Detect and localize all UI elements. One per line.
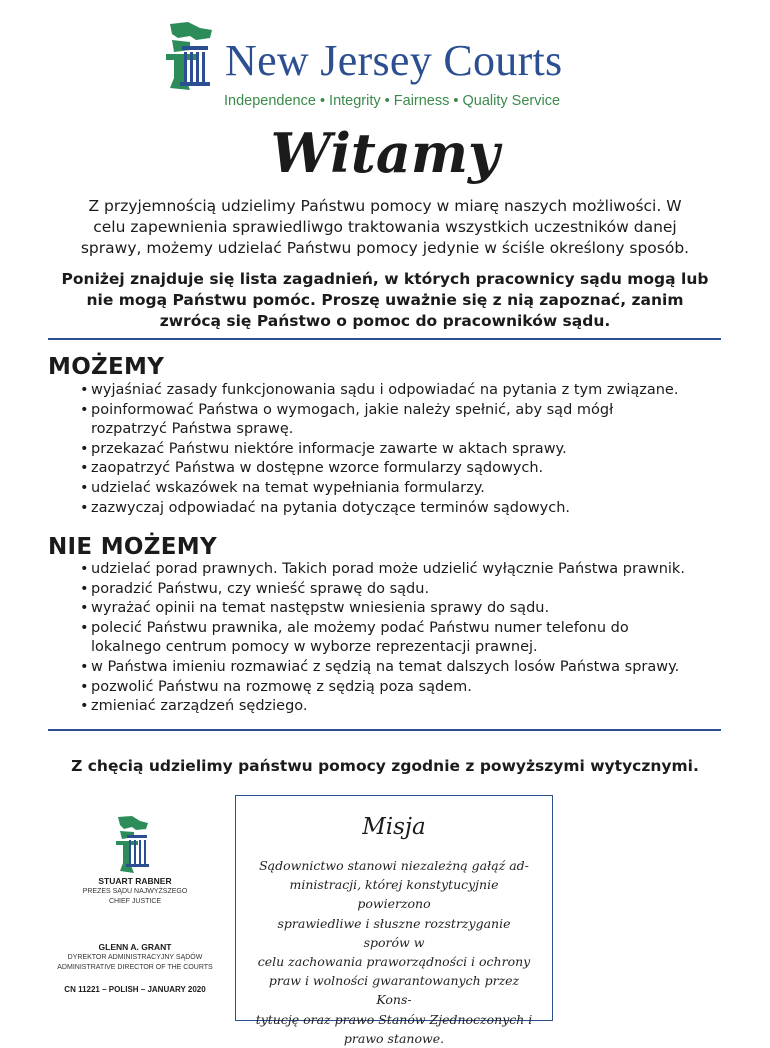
cannot-heading: NIE MOŻEMY (48, 534, 217, 560)
list-item: • zmieniać zarządzeń sędziego. (80, 697, 740, 717)
mission-title: Misja (362, 814, 426, 840)
signatory-block (55, 876, 215, 907)
cannot-list (80, 560, 740, 717)
signatory-name: GLENN A. GRANT (98, 942, 172, 952)
page-title: Witamy (270, 121, 500, 185)
intro-line: Z przyjemnością udzielimy Państwu pomocy w miarę naszych możliwości. W (88, 197, 682, 215)
notice-line: nie mogą Państwu pomóc. Proszę uważnie się z nią zapoznać, zanim (86, 291, 684, 309)
nj-courts-logo-icon (160, 20, 220, 90)
notice-line: Poniżej znajduje się lista zagadnień, w których pracownicy sądu mogą lub (61, 270, 709, 288)
notice-line: zwrócą się Państwo o pomoc do pracowników sądu. (159, 312, 611, 330)
list-item: • udzielać porad prawnych. Takich porad może udzielić wyłącznie Państwa prawnik. (80, 560, 740, 580)
section-divider (48, 729, 721, 731)
intro-line: celu zapewnienia sprawiedliwgo traktowania wszystkich uczestników danej (93, 218, 677, 236)
form-code: CN 11221 – POLISH – JANUARY 2020 (64, 985, 206, 994)
nj-seal-icon (112, 815, 152, 875)
list-item: • przekazać Państwu niektóre informacje zawarte w aktach sprawy. (80, 440, 740, 460)
list-item: • poinformować Państwa o wymogach, jakie należy spełnić, aby sąd mógł rozpatrzyć Państwa sprawę. (80, 401, 740, 440)
mission-text: Sądownictwo stanowi niezależną gałąź ad- ministracji, której konstytucyjnie powierzono sprawiedliwe i słuszne rozstrzyganie sporów w celu zachowania praworządności i ochrony praw i wolności gwarantowanych przez Kons- tytucję oraz prawo Stanów Zjednoczonych i prawo stanowe. (255, 858, 533, 1046)
notice-paragraph (40, 269, 730, 332)
brand-name: New Jersey Courts (225, 36, 563, 85)
section-divider (48, 338, 721, 340)
can-heading: MOŻEMY (48, 354, 165, 380)
signatory-role: ADMINISTRATIVE DIRECTOR OF THE COURTS (57, 964, 213, 971)
list-item: • wyjaśniać zasady funkcjonowania sądu i odpowiadać na pytania z tym związane. (80, 381, 740, 401)
list-item: • pozwolić Państwu na rozmowę z sędzią poza sądem. (80, 678, 740, 698)
intro-paragraph (40, 196, 730, 259)
signatory-role: CHIEF JUSTICE (108, 898, 162, 905)
list-item: • w Państwa imieniu rozmawiać z sędzią na temat dalszych losów Państwa sprawy. (80, 658, 740, 678)
list-item: • poradzić Państwu, czy wnieść sprawę do sądu. (80, 580, 740, 600)
list-item: • wyrażać opinii na temat następstw wniesienia sprawy do sądu. (80, 599, 740, 619)
list-item: • zaopatrzyć Państwa w dostępne wzorce formularzy sądowych. (80, 459, 740, 479)
list-item: • udzielać wskazówek na temat wypełniania formularzy. (80, 479, 740, 499)
list-item: • polecić Państwu prawnika, ale możemy podać Państwu numer telefonu do lokalnego centrum pomocy w wyborze reprezentacji prawnej. (80, 619, 740, 658)
brand-tagline: Independence • Integrity • Fairness • Quality Service (224, 93, 561, 109)
list-item: • zazwyczaj odpowiadać na pytania dotyczące terminów sądowych. (80, 499, 740, 519)
closing-statement: Z chęcią udzielimy państwu pomocy zgodnie z powyższymi wytycznymi. (71, 757, 699, 775)
mission-box (235, 795, 553, 1046)
signatory-block (55, 942, 215, 973)
can-list (80, 381, 740, 518)
signatory-role: DYREKTOR ADMINISTRACYJNY SĄDÓW (67, 954, 203, 961)
intro-line: sprawy, możemy udzielać Państwu pomocy jedynie w ściśle określony sposób. (80, 239, 690, 257)
signatory-name: STUART RABNER (98, 876, 172, 886)
signatory-role: PREZES SĄDU NAJWYŻSZEGO (82, 888, 188, 895)
